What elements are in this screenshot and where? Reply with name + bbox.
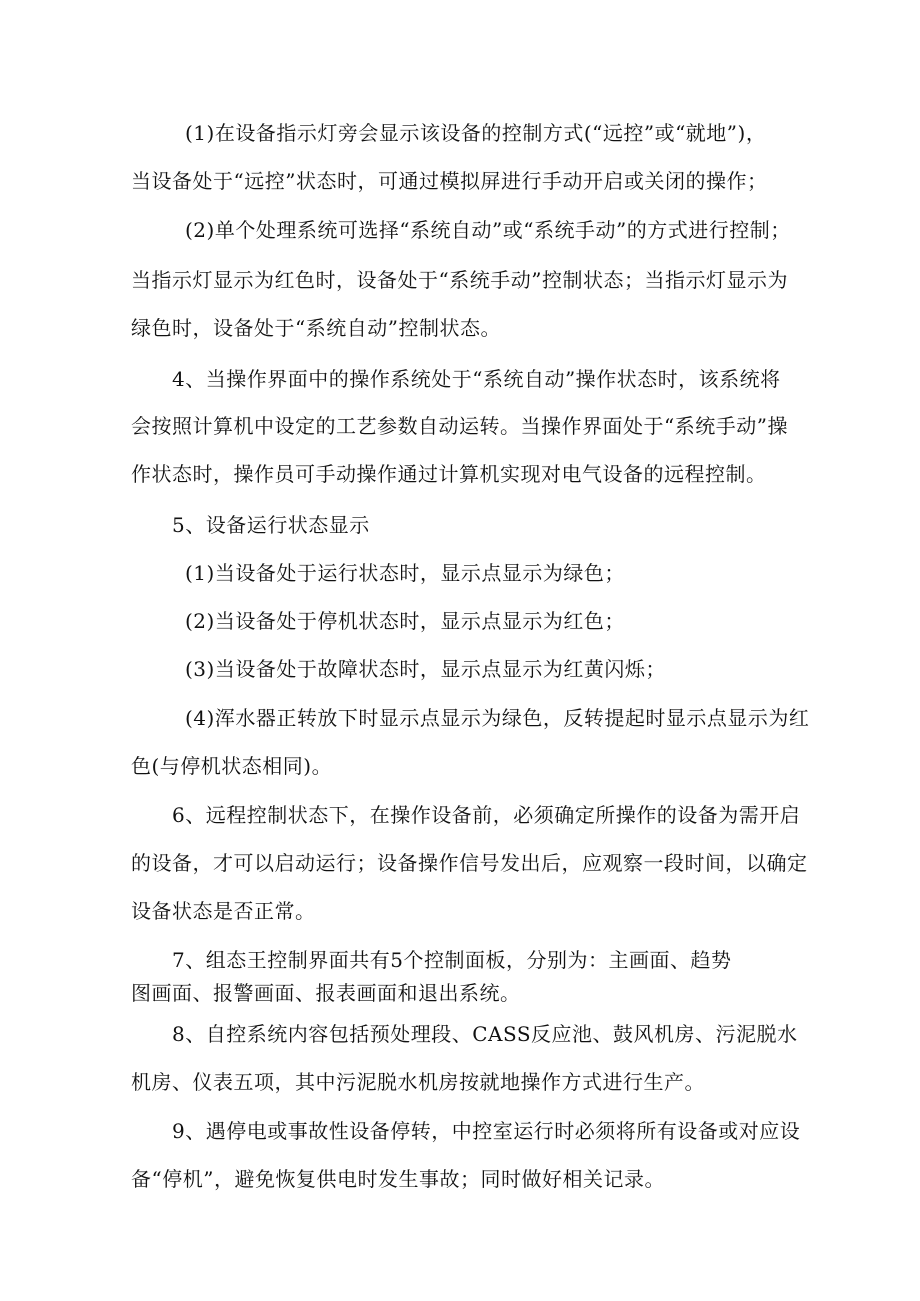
paragraph-line: 作状态时，操作员可手动操作通过计算机实现对电气设备的远程控制。	[131, 462, 767, 486]
paragraph-line: (2)单个处理系统可选择“系统自动”或“系统手动”的方式进行控制；	[185, 218, 791, 242]
list-item: (2)当设备处于停机状态时，显示点显示为红色；	[185, 609, 625, 633]
paragraph-line: 色(与停机状态相同)。	[131, 754, 333, 778]
paragraph-line: 设备状态是否正常。	[131, 899, 316, 923]
list-item: (1)当设备处于运行状态时，显示点显示为绿色；	[185, 561, 625, 585]
paragraph-line: 会按照计算机中设定的工艺参数自动运转。当操作界面处于“系统手动”操	[131, 414, 788, 438]
paragraph-line: 图画面、报警画面、报表画面和退出系统。	[131, 981, 521, 1005]
paragraph-line: 6、远程控制状态下，在操作设备前，必须确定所操作的设备为需开启	[172, 803, 801, 827]
paragraph-line: 7、组态王控制界面共有5个控制面板，分别为：主画面、趋势	[172, 948, 732, 972]
paragraph-line: 绿色时，设备处于“系统自动”控制状态。	[131, 316, 501, 340]
paragraph-line: 当设备处于“远控”状态时，可通过模拟屏进行手动开启或关闭的操作；	[131, 169, 768, 193]
paragraph-line: 当指示灯显示为红色时，设备处于“系统手动”控制状态；当指示灯显示为	[131, 268, 788, 292]
paragraph-line: (1)在设备指示灯旁会显示该设备的控制方式(“远控”或“就地”)，	[185, 121, 767, 145]
paragraph-line: 备“停机”，避免恢复供电时发生事故；同时做好相关记录。	[131, 1167, 665, 1191]
paragraph-line: 8、自控系统内容包括预处理段、CASS反应池、鼓风机房、污泥脱水	[172, 1022, 798, 1046]
list-item: (3)当设备处于故障状态时，显示点显示为红黄闪烁；	[185, 657, 666, 681]
paragraph-line: 9、遇停电或事故性设备停转，中控室运行时必须将所有设备或对应设	[172, 1119, 801, 1143]
paragraph-line: 4、当操作界面中的操作系统处于“系统自动”操作状态时，该系统将	[172, 367, 781, 391]
list-item: (4)浑水器正转放下时显示点显示为绿色，反转提起时显示点显示为红	[185, 706, 810, 730]
paragraph-line: 的设备，才可以启动运行；设备操作信号发出后，应观察一段时间，以确定	[131, 851, 808, 875]
section-heading: 5、设备运行状态显示	[172, 513, 370, 537]
paragraph-line: 机房、仪表五项，其中污泥脱水机房按就地操作方式进行生产。	[131, 1070, 705, 1094]
